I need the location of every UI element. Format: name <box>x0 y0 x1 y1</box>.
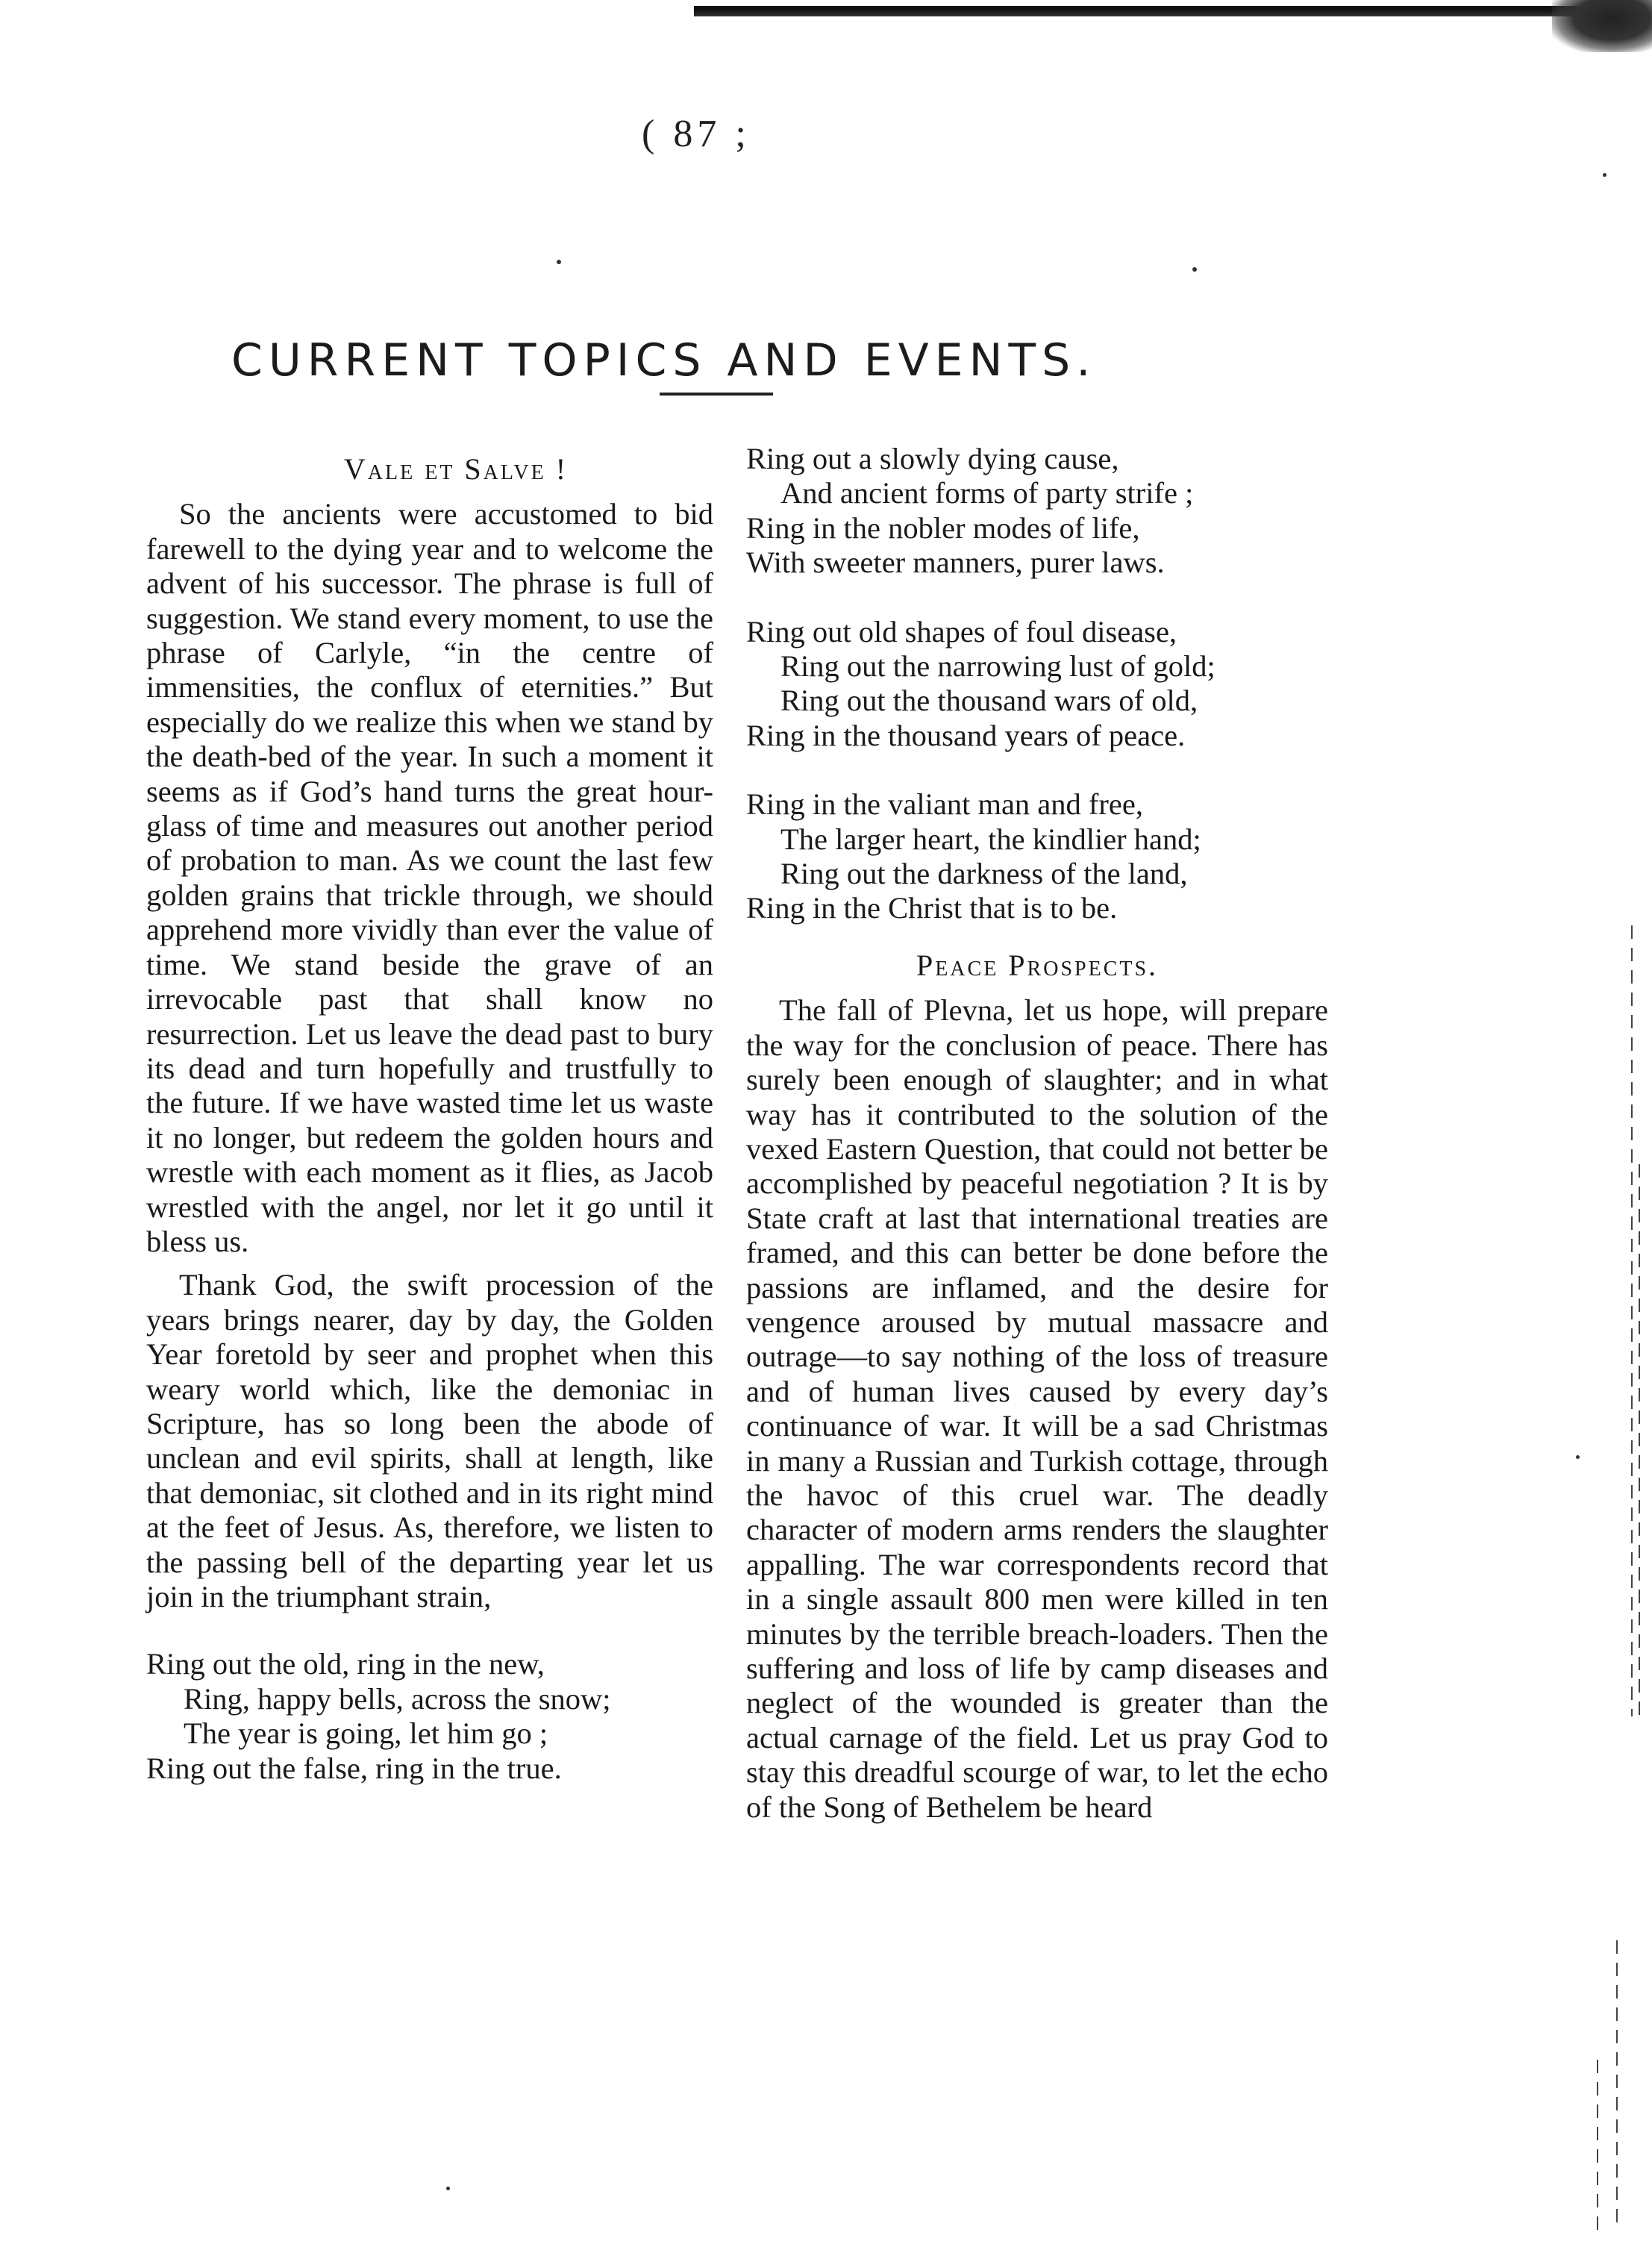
verse-line: The year is going, let him go ; <box>184 1716 548 1751</box>
scan-speck <box>1603 173 1606 177</box>
verse-line: Ring in the valiant man and free, <box>746 787 1143 822</box>
paragraph: The fall of Plevna, let us hope, will prepare the way for the conclusion of peace. There has surely been enough of slaughter; and in what way has it contributed to the solution of the vexed Eastern Question, that could not better be accomplished by peaceful negotiation ? It is by State craft at last that international treaties are framed, and this can better be done before the passions are inflamed, and the desire for vengence aroused by mutual massacre and outrage—to say nothing of the loss of treasure and of human lives caused by every day’s continuance of war. It will be a sad Christmas in many a Russian and Turkish cottage, through the havoc of this cruel war. The deadly character of modern arms renders the slaughter appalling. The war correspondents record that in a single assault 800 men were killed in ten minutes by the terrible breach-loaders. Then the suffering and loss of life by camp diseases and neglect of the wounded is greater than the actual carnage of the field. Let us pray God to stay this dreadful scourge of war, to let the echo of the Song of Bethelem be heard <box>746 993 1328 1824</box>
scan-speck <box>1576 1455 1580 1459</box>
paragraph: Thank God, the swift procession of the years brings nearer, day by day, the Golden Year foretold by seer and prophet when this weary world which, like the demoniac in Scripture, has so long been the abode of unclean and evil spirits, shall at length, like that demoniac, sit clothed and in its right mind at the feet of Jesus. As, therefore, we listen to the passing bell of the departing year let us join in the triumphant strain, <box>146 1268 713 1613</box>
verse-stanza <box>746 787 1328 926</box>
margin-line <box>1631 925 1633 1716</box>
ink-blot <box>1552 0 1652 52</box>
title-divider <box>660 393 773 396</box>
section-heading-peace-prospects: Peace Prospects. <box>916 948 1159 982</box>
scan-speck <box>446 2187 450 2190</box>
verse-line: And ancient forms of party strife ; <box>780 476 1194 510</box>
right-column <box>746 442 1328 1825</box>
verse-line: Ring in the thousand years of peace. <box>746 718 1186 752</box>
scan-speck <box>1192 267 1197 272</box>
verse-line: Ring out the old, ring in the new, <box>146 1647 545 1681</box>
margin-line <box>1616 1940 1618 2224</box>
verse-line: Ring out the false, ring in the true. <box>146 1751 562 1785</box>
verse-line: Ring out the darkness of the land, <box>780 857 1188 891</box>
margin-line <box>1639 1164 1640 1716</box>
verse-stanza <box>146 1647 713 1786</box>
verse-line: Ring out the thousand wars of old, <box>780 684 1198 718</box>
verse-stanza <box>746 615 1328 754</box>
verse-line: Ring out the narrowing lust of gold; <box>780 649 1215 684</box>
verse-stanza <box>746 442 1328 581</box>
paragraph: So the ancients were accustomed to bid farewell to the dying year and to welcome the advent of his successor. The phrase is full of suggestion. We stand every moment, to use the phrase of Carlyle, “in the centre of immensities, the conflux of eternities.” But especially do we realize this when we stand by the death-bed of the year. In such a moment it seems as if God’s hand turns the great hour-glass of time and measures out another period of probation to man. As we count the last few golden grains that trickle through, we should apprehend more vividly than ever the value of time. We stand beside the grave of an irrevocable past that shall know no resurrection. Let us leave the dead past to bury its dead and turn hopefully and trustfully to the future. If we have wasted time let us waste it no longer, but redeem the golden hours and wrestle with each moment as it flies, as Jacob wrestled with the angel, nor let it go until it bless us. <box>146 497 713 1258</box>
page-title: CURRENT TOPICS AND EVENTS. <box>231 334 1097 387</box>
verse-line: Ring in the nobler modes of life, <box>746 510 1140 545</box>
verse-line: The larger heart, the kindlier hand; <box>780 822 1201 856</box>
margin-line <box>1597 2060 1598 2239</box>
page-number: ( 87 ; <box>642 113 751 155</box>
scan-speck <box>557 260 561 264</box>
verse-line: Ring, happy bells, across the snow; <box>184 1681 611 1716</box>
top-rule <box>694 6 1612 16</box>
left-column <box>146 452 713 1786</box>
section-heading-vale-et-salve: Vale et Salve ! <box>343 452 569 486</box>
verse-line: With sweeter manners, purer laws. <box>746 546 1165 580</box>
verse-line: Ring out old shapes of foul disease, <box>746 614 1177 649</box>
verse-line: Ring out a slowly dying cause, <box>746 442 1119 475</box>
verse-line: Ring in the Christ that is to be. <box>746 891 1118 925</box>
